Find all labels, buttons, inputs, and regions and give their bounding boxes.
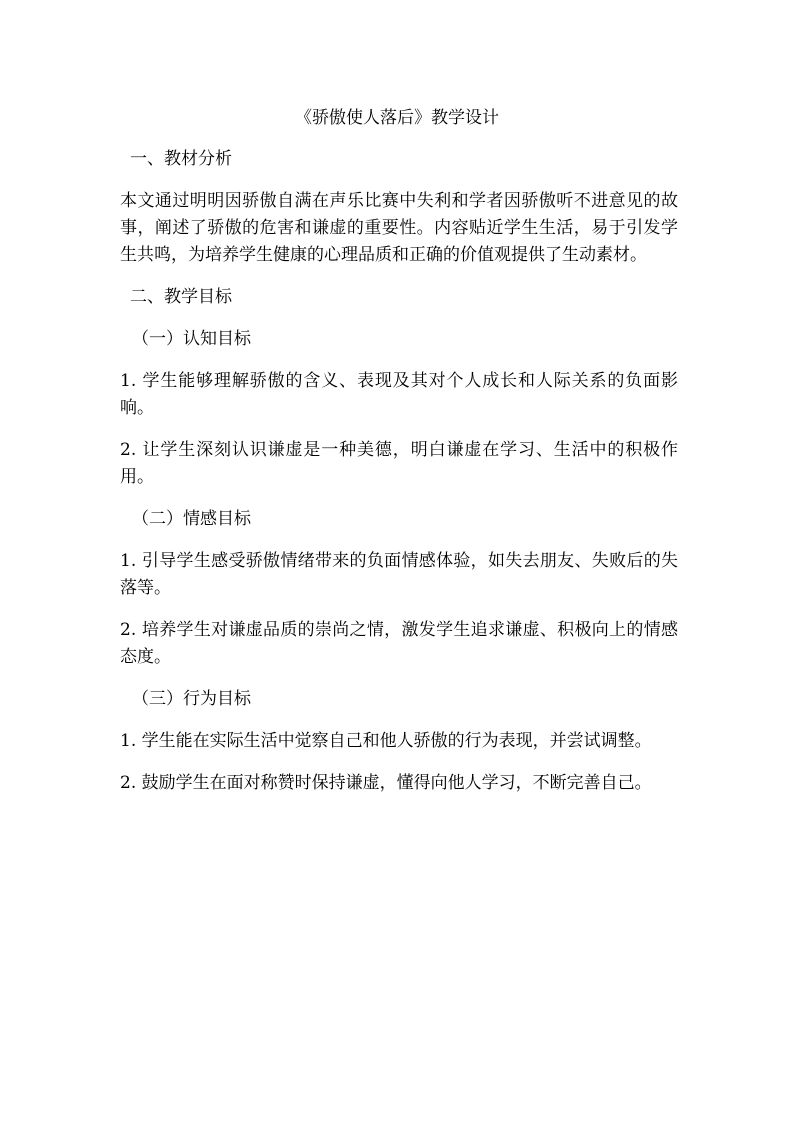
section-heading-textbook-analysis: 一、教材分析 xyxy=(130,149,232,169)
subheading-emotional-goals: （二）情感目标 xyxy=(132,509,251,529)
subheading-behavior-goals: （三）行为目标 xyxy=(132,689,251,709)
section-heading-teaching-goals: 二、教学目标 xyxy=(130,287,232,307)
document-title: 《骄傲使人落后》教学设计 xyxy=(295,108,499,128)
list-item-emotional-2: 2. 培养学生对谦虚品质的崇尚之情，激发学生追求谦虚、积极向上的情感态度。 xyxy=(120,620,678,667)
paragraph-textbook-analysis: 本文通过明明因骄傲自满在声乐比赛中失利和学者因骄傲听不进意见的故事，阐述了骄傲的危害和谦虚的重要性。内容贴近学生生活，易于引发学生共鸣，为培养学生健康的心理品质和正确的价值观提供了生动素材。 xyxy=(120,191,678,265)
list-item-cognitive-2: 2. 让学生深刻认识谦虚是一种美德，明白谦虚在学习、生活中的积极作用。 xyxy=(120,440,678,487)
list-item-behavior-2: 2. 鼓励学生在面对称赞时保持谦虚，懂得向他人学习，不断完善自己。 xyxy=(120,773,652,793)
list-item-behavior-1: 1. 学生能在实际生活中觉察自己和他人骄傲的行为表现，并尝试调整。 xyxy=(120,731,652,751)
list-item-cognitive-1: 1. 学生能够理解骄傲的含义、表现及其对个人成长和人际关系的负面影响。 xyxy=(120,371,678,418)
document-body xyxy=(120,146,678,812)
list-item-emotional-1: 1. 引导学生感受骄傲情绪带来的负面情感体验，如失去朋友、失败后的失落等。 xyxy=(120,551,678,598)
subheading-cognitive-goals: （一）认知目标 xyxy=(132,329,251,349)
